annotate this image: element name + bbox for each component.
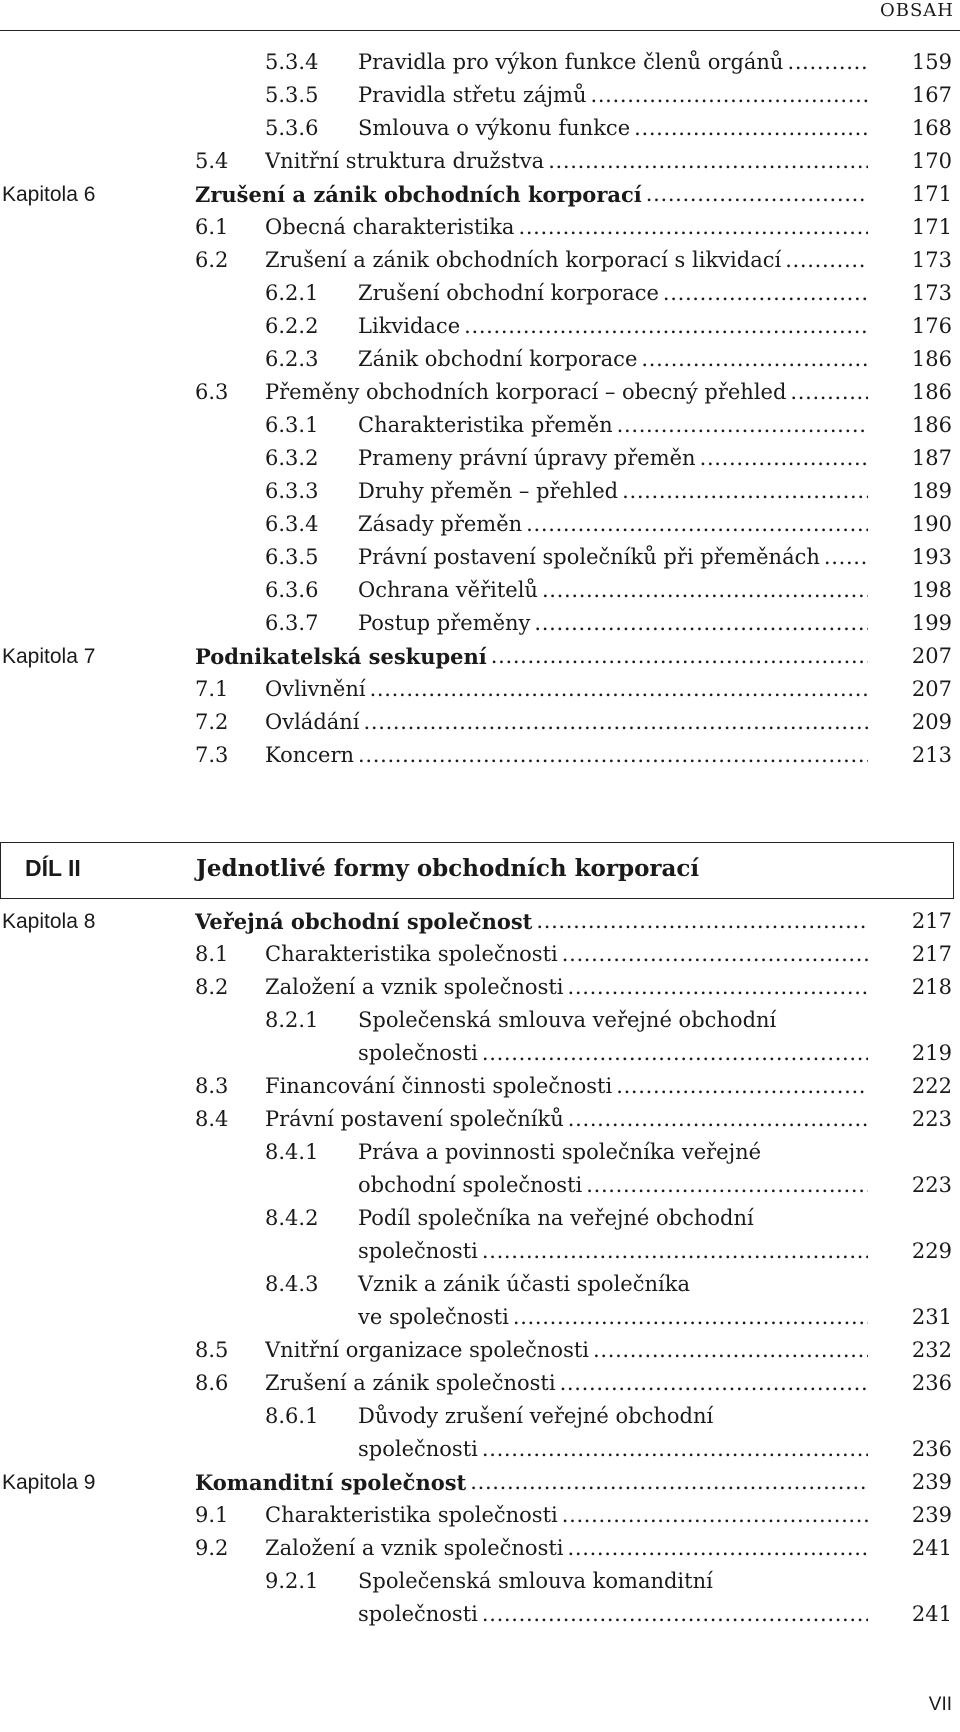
entry-title: Zánik obchodní korporace (358, 343, 641, 376)
entry-title-with-leader (358, 1169, 868, 1202)
entry-title-with-leader (265, 938, 868, 971)
entry-title: Likvidace (358, 310, 464, 343)
section-number: 8.4.1 (265, 1140, 319, 1164)
entry-title-with-leader (265, 211, 868, 244)
toc-row (0, 1136, 960, 1169)
section-number: 8.4.2 (265, 1206, 319, 1230)
page-number-ref: 236 (911, 1371, 952, 1395)
dot-leader (562, 938, 868, 971)
toc-row (0, 277, 960, 310)
dot-leader (617, 409, 868, 442)
dot-leader (464, 310, 868, 343)
section-number: 8.1 (195, 942, 229, 966)
dot-leader (790, 376, 868, 409)
entry-title: společnosti (358, 1235, 482, 1268)
toc-row (0, 905, 960, 938)
chapter-label: Kapitola 9 (2, 1471, 96, 1494)
entry-title: Založení a vznik společnosti (265, 971, 568, 1004)
dot-leader (548, 145, 868, 178)
toc-row (0, 244, 960, 277)
toc-row (0, 739, 960, 772)
page-number: VII (928, 1694, 952, 1715)
entry-title-with-leader (265, 1499, 868, 1532)
toc-row (0, 211, 960, 244)
page-number-ref: 241 (911, 1602, 952, 1626)
page-number-ref: 207 (911, 644, 952, 668)
page-number-ref: 187 (911, 446, 952, 470)
entry-title-line: Práva a povinnosti společníka veřejné (358, 1140, 762, 1164)
page-number-ref: 167 (911, 83, 952, 107)
entry-title: Zásady přeměn (358, 508, 526, 541)
section-number: 6.3.4 (265, 512, 319, 536)
entry-title-with-leader (265, 145, 868, 178)
page-number-ref: 209 (911, 710, 952, 734)
entry-title: Druhy přeměn – přehled (358, 475, 622, 508)
section-number: 8.2.1 (265, 1008, 319, 1032)
section-number: 8.3 (195, 1074, 229, 1098)
entry-title-with-leader (358, 409, 868, 442)
entry-title-with-leader (265, 739, 868, 772)
dot-leader (562, 1499, 868, 1532)
dot-leader (358, 739, 868, 772)
entry-title-with-leader (195, 640, 868, 673)
entry-title-line: Společenská smlouva komanditní (358, 1569, 713, 1593)
page-number-ref: 213 (911, 743, 952, 767)
part-label: DÍL II (25, 855, 81, 881)
dot-leader (824, 541, 868, 574)
entry-title-with-leader (358, 46, 868, 79)
section-number: 6.3.2 (265, 446, 319, 470)
entry-title-with-leader (358, 541, 868, 574)
page-number-ref: 186 (911, 347, 952, 371)
entry-title: Právní postavení společníků při přeměnách (358, 541, 824, 574)
toc-row (0, 574, 960, 607)
toc-row (0, 640, 960, 673)
entry-title: Zrušení obchodní korporace (358, 277, 663, 310)
entry-title-line: Podíl společníka na veřejné obchodní (358, 1206, 754, 1230)
entry-title-with-leader (265, 1532, 868, 1565)
entry-title: ve společnosti (358, 1301, 513, 1334)
entry-title: Koncern (265, 739, 358, 772)
entry-title: Založení a vznik společnosti (265, 1532, 568, 1565)
page-number-ref: 239 (911, 1503, 952, 1527)
section-number: 5.3.5 (265, 83, 319, 107)
dot-leader (785, 244, 868, 277)
page-number-ref: 217 (911, 909, 952, 933)
toc-row (0, 1268, 960, 1301)
entry-title-with-leader (265, 1103, 868, 1136)
entry-title: Právní postavení společníků (265, 1103, 568, 1136)
entry-title: Pravidla střetu zájmů (358, 79, 590, 112)
page-number-ref: 223 (911, 1173, 952, 1197)
toc-row (0, 46, 960, 79)
dot-leader (641, 343, 868, 376)
entry-title-with-leader (358, 277, 868, 310)
dot-leader (787, 46, 868, 79)
page-number-ref: 170 (911, 149, 952, 173)
chapter-label: Kapitola 7 (2, 645, 96, 668)
page-number-ref: 217 (911, 942, 952, 966)
entry-title: Ovlivnění (265, 673, 370, 706)
page-number-ref: 218 (911, 975, 952, 999)
section-number: 6.2.3 (265, 347, 319, 371)
entry-title-with-leader (195, 905, 868, 938)
section-number: 9.1 (195, 1503, 229, 1527)
dot-leader (616, 1070, 868, 1103)
section-number: 6.3.1 (265, 413, 319, 437)
entry-title-with-leader (265, 706, 868, 739)
entry-title-with-leader (358, 79, 868, 112)
page-number-ref: 159 (911, 50, 952, 74)
page-number-ref: 173 (911, 248, 952, 272)
entry-title-line: Společenská smlouva veřejné obchodní (358, 1008, 777, 1032)
toc-row (0, 971, 960, 1004)
toc-row (0, 1598, 960, 1631)
section-number: 8.2 (195, 975, 229, 999)
entry-title-with-leader (195, 178, 868, 211)
toc-row (0, 1499, 960, 1532)
toc-row (0, 178, 960, 211)
page-number-ref: 239 (911, 1470, 952, 1494)
page-number-ref: 176 (911, 314, 952, 338)
page-number-ref: 173 (911, 281, 952, 305)
dot-leader (470, 1466, 868, 1499)
page-number-ref: 223 (911, 1107, 952, 1131)
entry-title-with-leader (358, 475, 868, 508)
toc-row (0, 508, 960, 541)
entry-title: Zrušení a zánik obchodních korporací (195, 178, 646, 211)
toc-row (0, 1202, 960, 1235)
section-number: 6.3.7 (265, 611, 319, 635)
toc-row (0, 79, 960, 112)
entry-title: společnosti (358, 1037, 482, 1070)
part-heading-box (0, 842, 954, 899)
toc-row (0, 1334, 960, 1367)
entry-title-line: Vznik a zánik účasti společníka (358, 1272, 690, 1296)
chapter-label: Kapitola 6 (2, 183, 96, 206)
section-number: 8.4.3 (265, 1272, 319, 1296)
toc-row (0, 1103, 960, 1136)
page-number-ref: 229 (911, 1239, 952, 1263)
header-rule (0, 30, 960, 31)
section-number: 8.6.1 (265, 1404, 319, 1428)
dot-leader (568, 1532, 868, 1565)
page-number-ref: 222 (911, 1074, 952, 1098)
dot-leader (534, 607, 868, 640)
entry-title: Přeměny obchodních korporací – obecný přehled (265, 376, 790, 409)
dot-leader (634, 112, 868, 145)
entry-title-with-leader (358, 112, 868, 145)
section-number: 6.3.5 (265, 545, 319, 569)
section-number: 7.1 (195, 677, 229, 701)
toc-row (0, 1301, 960, 1334)
entry-title-with-leader (358, 442, 868, 475)
page-number-ref: 186 (911, 380, 952, 404)
entry-title: Ovládání (265, 706, 364, 739)
entry-title: společnosti (358, 1598, 482, 1631)
dot-leader (364, 706, 868, 739)
toc-row (0, 1400, 960, 1433)
section-number: 9.2.1 (265, 1569, 319, 1593)
entry-title-with-leader (195, 1466, 868, 1499)
dot-leader (590, 79, 868, 112)
entry-title: společnosti (358, 1433, 482, 1466)
entry-title: Komanditní společnost (195, 1466, 470, 1499)
entry-title-with-leader (358, 343, 868, 376)
dot-leader (370, 673, 868, 706)
dot-leader (482, 1433, 868, 1466)
entry-title-with-leader (265, 1334, 868, 1367)
entry-title-with-leader (265, 673, 868, 706)
dot-leader (586, 1169, 868, 1202)
page-number-ref: 193 (911, 545, 952, 569)
section-number: 6.3.6 (265, 578, 319, 602)
toc-row (0, 1565, 960, 1598)
chapter-label: Kapitola 8 (2, 910, 96, 933)
page-number-ref: 189 (911, 479, 952, 503)
entry-title: Prameny právní úpravy přeměn (358, 442, 700, 475)
toc-row (0, 1466, 960, 1499)
entry-title-with-leader (358, 1037, 868, 1070)
page-number-ref: 186 (911, 413, 952, 437)
toc-row (0, 1532, 960, 1565)
toc-row (0, 706, 960, 739)
section-number: 5.3.6 (265, 116, 319, 140)
section-number: 7.3 (195, 743, 229, 767)
toc-row (0, 1235, 960, 1268)
section-number: 8.5 (195, 1338, 229, 1362)
section-number: 5.4 (195, 149, 229, 173)
entry-title: Zrušení a zánik společnosti (265, 1367, 560, 1400)
entry-title-with-leader (358, 508, 868, 541)
page-number-ref: 190 (911, 512, 952, 536)
dot-leader (518, 211, 868, 244)
section-number: 6.2.1 (265, 281, 319, 305)
dot-leader (513, 1301, 868, 1334)
entry-title-with-leader (265, 244, 868, 277)
dot-leader (526, 508, 868, 541)
toc-row (0, 1004, 960, 1037)
section-number: 6.3.3 (265, 479, 319, 503)
toc-row (0, 541, 960, 574)
dot-leader (646, 178, 868, 211)
part-title: Jednotlivé formy obchodních korporací (196, 855, 700, 882)
section-number: 7.2 (195, 710, 229, 734)
entry-title-with-leader (265, 1070, 868, 1103)
entry-title: Podnikatelská seskupení (195, 640, 491, 673)
entry-title: Pravidla pro výkon funkce členů orgánů (358, 46, 787, 79)
section-number: 6.3 (195, 380, 229, 404)
section-number: 9.2 (195, 1536, 229, 1560)
entry-title-with-leader (358, 1301, 868, 1334)
section-number: 6.2.2 (265, 314, 319, 338)
entry-title: Vnitřní organizace společnosti (265, 1334, 593, 1367)
page-number-ref: 168 (911, 116, 952, 140)
page-number-ref: 232 (911, 1338, 952, 1362)
dot-leader (568, 1103, 868, 1136)
entry-title: Financování činnosti společnosti (265, 1070, 616, 1103)
entry-title: Ochrana věřitelů (358, 574, 542, 607)
dot-leader (700, 442, 868, 475)
toc-row (0, 376, 960, 409)
page-number-ref: 171 (911, 215, 952, 239)
entry-title: Veřejná obchodní společnost (195, 905, 536, 938)
toc-row (0, 409, 960, 442)
entry-title-line: Důvody zrušení veřejné obchodní (358, 1404, 714, 1428)
entry-title: Vnitřní struktura družstva (265, 145, 548, 178)
section-number: 6.2 (195, 248, 229, 272)
dot-leader (482, 1037, 868, 1070)
toc-row (0, 1433, 960, 1466)
page-number-ref: 207 (911, 677, 952, 701)
toc-row (0, 442, 960, 475)
toc-row (0, 145, 960, 178)
entry-title-with-leader (358, 1235, 868, 1268)
toc-row (0, 607, 960, 640)
dot-leader (568, 971, 868, 1004)
dot-leader (593, 1334, 868, 1367)
entry-title: Obecná charakteristika (265, 211, 518, 244)
toc-row (0, 112, 960, 145)
entry-title-with-leader (358, 607, 868, 640)
dot-leader (536, 905, 868, 938)
dot-leader (560, 1367, 868, 1400)
toc-row (0, 475, 960, 508)
section-number: 6.1 (195, 215, 229, 239)
page-number-ref: 198 (911, 578, 952, 602)
dot-leader (663, 277, 868, 310)
running-header-label: OBSAH (879, 0, 954, 21)
page-number-ref: 241 (911, 1536, 952, 1560)
dot-leader (482, 1235, 868, 1268)
entry-title-with-leader (265, 376, 868, 409)
entry-title: Zrušení a zánik obchodních korporací s likvidací (265, 244, 785, 277)
entry-title-with-leader (358, 310, 868, 343)
page-number-ref: 199 (911, 611, 952, 635)
entry-title-with-leader (358, 1433, 868, 1466)
section-number: 5.3.4 (265, 50, 319, 74)
toc-row (0, 310, 960, 343)
page-number-ref: 231 (911, 1305, 952, 1329)
entry-title: Smlouva o výkonu funkce (358, 112, 634, 145)
toc-row (0, 343, 960, 376)
entry-title-with-leader (358, 574, 868, 607)
toc-row (0, 938, 960, 971)
dot-leader (542, 574, 868, 607)
dot-leader (622, 475, 868, 508)
toc-row (0, 673, 960, 706)
toc-row (0, 1070, 960, 1103)
section-number: 8.4 (195, 1107, 229, 1131)
entry-title: obchodní společnosti (358, 1169, 586, 1202)
toc-row (0, 1367, 960, 1400)
entry-title: Charakteristika společnosti (265, 938, 562, 971)
entry-title-with-leader (265, 971, 868, 1004)
dot-leader (482, 1598, 868, 1631)
toc-row (0, 1037, 960, 1070)
entry-title: Charakteristika přeměn (358, 409, 617, 442)
page-number-ref: 219 (911, 1041, 952, 1065)
entry-title-with-leader (265, 1367, 868, 1400)
entry-title-with-leader (358, 1598, 868, 1631)
page-number-ref: 171 (911, 182, 952, 206)
entry-title: Postup přeměny (358, 607, 534, 640)
dot-leader (491, 640, 868, 673)
toc-row (0, 1169, 960, 1202)
section-number: 8.6 (195, 1371, 229, 1395)
page-number-ref: 236 (911, 1437, 952, 1461)
entry-title: Charakteristika společnosti (265, 1499, 562, 1532)
